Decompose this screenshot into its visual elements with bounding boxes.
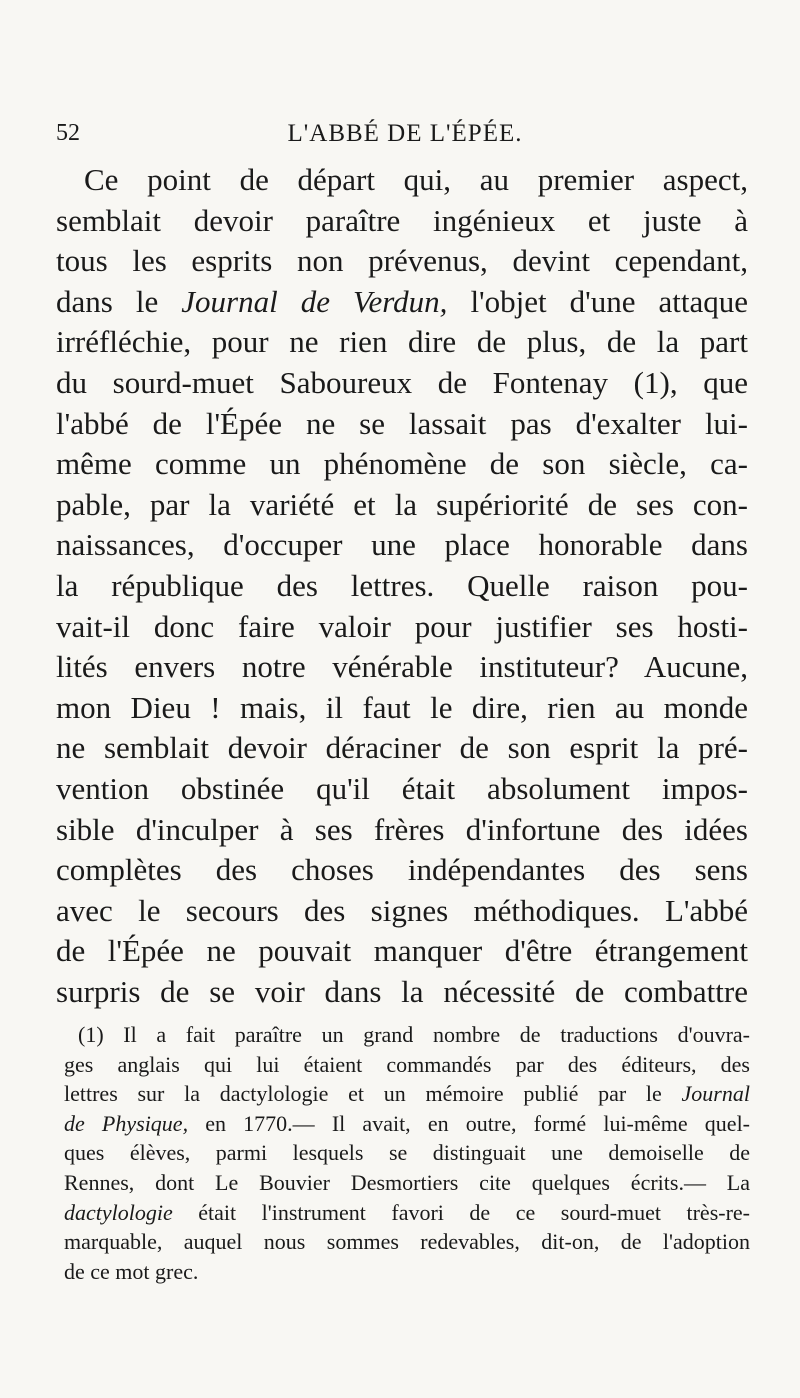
footnote-line: Rennes, dont Le Bouvier Desmortiers cite quelques écrits.— La: [64, 1169, 750, 1195]
body-text: [56, 160, 748, 1012]
body-line: surpris de se voir dans la nécessité de combattre: [56, 973, 748, 1009]
body-line: pable, par la variété et la supériorité de ses con-: [56, 486, 748, 522]
footnote-line-with-italic: dactylologie était l'instrument favori de ce sourd-muet très-re-: [64, 1199, 750, 1225]
italic-title: dactylologie: [64, 1199, 173, 1225]
footnote-line: ges anglais qui lui étaient commandés par des éditeurs, des: [64, 1051, 750, 1077]
body-line: tous les esprits non prévenus, devint cependant,: [56, 243, 748, 279]
footnote: [64, 1020, 750, 1286]
body-line: Ce point de départ qui, au premier aspect,: [84, 162, 748, 197]
body-line: naissances, d'occuper une place honorable dans: [56, 527, 748, 563]
footnote-line: ques élèves, parmi lesquels se distinguait une demoiselle de: [64, 1140, 750, 1166]
body-line: même comme un phénomène de son siècle, ca-: [56, 446, 748, 482]
footnote-line: (1) Il a fait paraître un grand nombre de traductions d'ouvra-: [78, 1022, 750, 1047]
body-line: vention obstinée qu'il était absolument impos-: [56, 770, 748, 806]
body-line: ne semblait devoir déraciner de son esprit la pré-: [56, 730, 748, 766]
italic-title: Journal de Verdun,: [181, 283, 448, 319]
body-line: complètes des choses indépendantes des sens: [56, 852, 748, 888]
body-line: avec le secours des signes méthodiques. L'abbé: [56, 892, 748, 928]
body-line-with-italic: dans le Journal de Verdun, l'objet d'une attaque: [56, 283, 749, 319]
body-line: lités envers notre vénérable instituteur? Aucune,: [56, 649, 748, 685]
italic-title: Journal: [681, 1081, 750, 1107]
footnote-line: marquable, auquel nous sommes redevables, dit-on, de l'adoption: [64, 1229, 750, 1255]
body-line: vait-il donc faire valoir pour justifier ses hosti-: [56, 608, 748, 644]
italic-title: de Physique,: [64, 1110, 189, 1136]
body-line: semblait devoir paraître ingénieux et juste à: [56, 202, 748, 238]
footnote-line-with-italic: de Physique, en 1770.— Il avait, en outre, formé lui-même quel-: [64, 1110, 751, 1136]
page-number: 52: [56, 120, 80, 146]
body-line: mon Dieu ! mais, il faut le dire, rien au monde: [56, 689, 748, 725]
body-line: du sourd-muet Saboureux de Fontenay (1), que: [56, 364, 748, 400]
body-line: la république des lettres. Quelle raison pou-: [56, 567, 748, 603]
body-line: sible d'inculper à ses frères d'infortune des idées: [56, 811, 748, 847]
running-title: L'ABBÉ DE L'ÉPÉE.: [287, 120, 523, 147]
running-head: [0, 108, 800, 148]
footnote-line-with-italic: lettres sur la dactylologie et un mémoire publié par le Journal: [64, 1081, 750, 1107]
footnote-line: de ce mot grec.: [64, 1258, 199, 1284]
body-line: de l'Épée ne pouvait manquer d'être étrangement: [56, 933, 748, 969]
body-line: l'abbé de l'Épée ne se lassait pas d'exalter lui-: [56, 405, 748, 441]
body-line: irréfléchie, pour ne rien dire de plus, de la part: [56, 324, 748, 360]
